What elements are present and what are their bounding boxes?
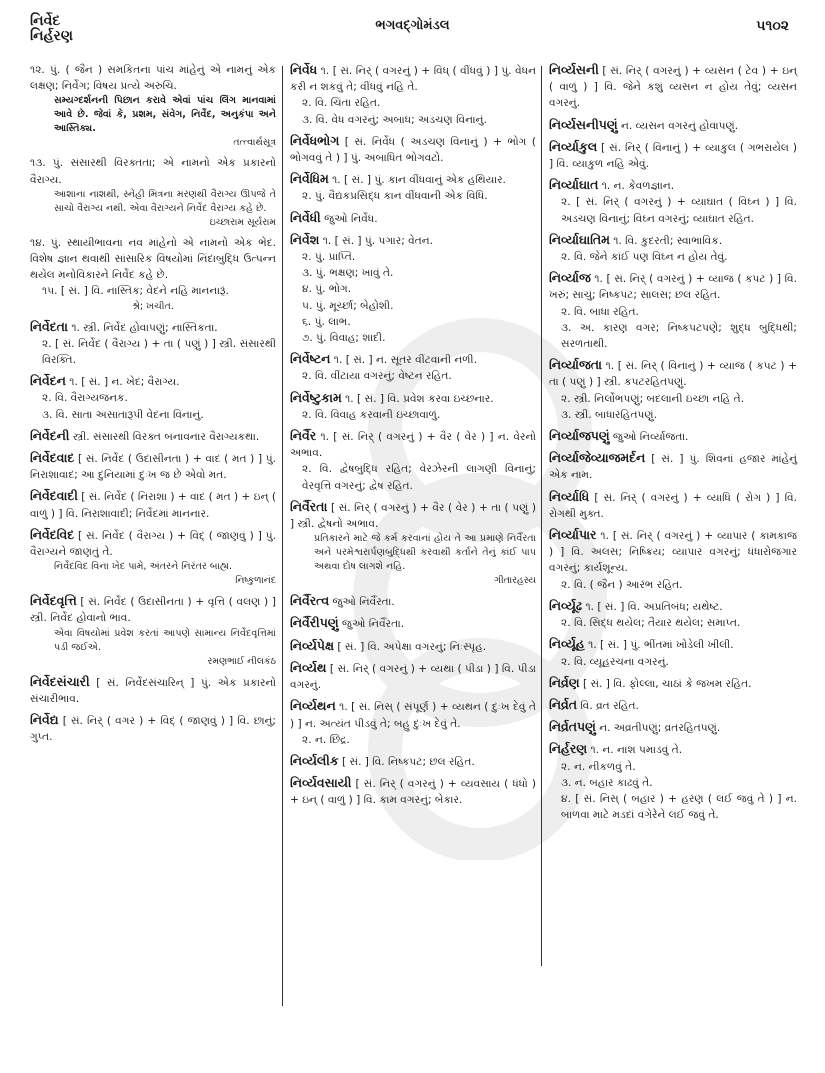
- entry-first-line: [290, 390, 536, 407]
- sense-text: ૧. [ સં. નિર્ ( વગરનું ) + વૈર ( વેર ) ] ન. વેરનો અભાવ.: [290, 431, 536, 460]
- entry-first-line: [549, 719, 797, 736]
- dictionary-entry: [549, 527, 797, 593]
- dictionary-entry: [290, 499, 536, 588]
- headword: નિર્વેદવાદ: [30, 450, 75, 466]
- headword: નિર્વેદવૃત્તિ: [30, 593, 77, 609]
- sense-text: ૨. વિ. બાધા રહિત.: [561, 305, 639, 318]
- entry-sense: [290, 249, 536, 265]
- entry-sense: [290, 188, 536, 204]
- headword: નિર્વૈરત્વ: [290, 593, 330, 609]
- sense-text: [ સં. નિર્વેદ ( ઉદાસીનતા ) + વૃત્તિ ( વલણ ) ] સ્ત્રી. નિર્વેદ હોવાનો ભાવ.: [30, 596, 276, 625]
- entry-sense: [30, 336, 276, 368]
- entry-sense: [30, 390, 276, 406]
- dictionary-entry: [30, 62, 276, 150]
- sense-text: [ સં. નિર્વેધ ( અડચણ વિનાનું ) + ભોગ ( ભોગવવું તે ) ] પું. અબાધિત ભોગવટો.: [290, 135, 537, 165]
- entry-sense: [549, 654, 797, 670]
- dictionary-entry: [30, 488, 276, 521]
- entry-first-line: [290, 499, 536, 532]
- entry-sense: [549, 407, 797, 423]
- sense-text: જુઓ નિર્વૈરતા.: [341, 618, 405, 631]
- sense-text: ૩. વિ. વેધ વગરનું; અબાધ; અડચણ વિનાનું.: [302, 113, 487, 126]
- sense-text: [ સં. નિર્ ( વગરનું ) + વ્યથા ( પીડા ) ] વિ. પીડા વગરનું.: [290, 662, 536, 692]
- headword: નિર્વેધી: [290, 209, 321, 225]
- entry-first-line: [30, 319, 276, 336]
- sense-text: [ સં. નિર્વેદસંચારિન્ ] પું. એક પ્રકારનો સંચારીભાવ.: [30, 676, 276, 705]
- headword: નિર્વેદવિદ: [30, 526, 75, 542]
- entry-first-line: [549, 489, 797, 522]
- column-divider-2: [541, 66, 542, 966]
- entry-first-line: [549, 527, 797, 577]
- quotation: પ્રતિકારને માટે જે કર્મ કરવાનાં હોય તે આ પ્રમાણે નિર્વૈરતા અને પરમેશ્વરાર્પણબુદ્ધિથી કરવાથી કર્તાને તેનું કાંઈ પાપ અથવા દોષ લાગશે નહિ.: [314, 533, 536, 573]
- headword: નિર્વ્યસની: [549, 62, 599, 77]
- sense-text: [ સં. ] વિ. નિષ્કપટ; છલ રહિત.: [341, 755, 475, 768]
- sense-text: ૧૨. પું. ( જૈન ) સમકિતના પાંચ માંહેનું એ નામનું એક લક્ષણ; નિર્વેગ; વિષય પ્રત્યે અરુચિ.: [30, 64, 276, 93]
- entry-sense: [549, 391, 797, 407]
- entry-first-line: [549, 450, 797, 483]
- headword: નિર્વેધ: [290, 62, 318, 77]
- quotation: નિર્વેદવિદ વિના ખેદ પામે, અંતરને નિરંતર બાહ્ય.: [54, 561, 233, 573]
- quotation: શ્રે; ખચીત.: [132, 300, 174, 312]
- dictionary-entry: [30, 712, 276, 745]
- quotation-source: તત્ત્વાર્થસૂત્ર: [233, 137, 276, 149]
- dictionary-entry: [30, 527, 276, 588]
- quotation: આશાના નાશથી, સ્નેહી મિત્રના મરણથી વૈરાગ્ય ઊપજે તે સાચો વૈરાગ્ય નથી. એવા વૈરાગ્યને નિર્વેદ વૈરાગ્ય કહે છે.: [54, 188, 276, 214]
- dictionary-entry: [549, 357, 797, 423]
- headword: નિર્વ્યૂહ: [549, 636, 585, 652]
- sense-text: ૧. [ સં. નિર્ ( વગરનું ) + વિધ્ ( વીંધવું ) ] પું. વેધન કરી ન શકવું તે; વીંધવું નહિ તે.: [290, 65, 536, 94]
- quotation-source: રમણભાઈ નીલકંઠ: [207, 655, 276, 667]
- dictionary-entry: [290, 62, 536, 128]
- headword: નિર્વ્યથન: [290, 698, 336, 714]
- headword: નિર્વ્યસનીપણું: [549, 116, 618, 132]
- dictionary-entry: [290, 390, 536, 423]
- sense-text: ૨. [ સં. નિર્ ( વગરનું ) + વ્યાઘાત ( વિઘ્ન ) ] વિ. અડચણ વિનાનું; વિઘ્ન વગરનું; વ્યાઘાત રહિત.: [561, 196, 797, 225]
- dictionary-entry: [549, 675, 797, 692]
- sense-text: ૨. વિ. વિવાહ કરવાની ઇચ્છાવાળું.: [302, 408, 441, 421]
- headword: નિર્વેધભોગ: [290, 132, 340, 148]
- entry-first-line: [290, 133, 536, 166]
- entry-sense: [290, 407, 536, 423]
- entry-first-line: [30, 712, 276, 745]
- dictionary-entry: [290, 210, 536, 227]
- dictionary-entry: [549, 232, 797, 265]
- entry-sense: [290, 281, 536, 297]
- entry-first-line: [290, 698, 536, 731]
- dictionary-entry: [549, 428, 797, 445]
- sense-text: ૧. ન. નાશ પમાડવું તે.: [590, 744, 683, 757]
- dictionary-entry: [290, 171, 536, 204]
- dictionary-entry: [30, 450, 276, 483]
- dictionary-entry: [290, 593, 536, 610]
- entry-sense: [549, 759, 797, 775]
- entry-first-line: [290, 660, 536, 693]
- dictionary-entry: [549, 62, 797, 112]
- dictionary-entry: [549, 139, 797, 172]
- sense-text: ૧. વિ. કુદરતી; સ્વાભાવિક.: [613, 234, 723, 247]
- sense-text: જુઓ નિર્વ્યાજતા.: [612, 431, 689, 444]
- dictionary-entry: [549, 719, 797, 736]
- entry-sense: [549, 320, 797, 352]
- dictionary-entry: [549, 697, 797, 714]
- entry-first-line: [290, 232, 536, 249]
- headword: નિર્વ્યપેક્ષ: [290, 637, 334, 653]
- entry-first-line: [290, 210, 536, 227]
- sense-text: [ સં. નિર્વેદ ( વૈરાગ્ય ) + વિદ્ ( જાણવું ) ] પું. વૈરાગ્યને જાણતું તે.: [30, 529, 276, 559]
- dictionary-entry: [290, 232, 536, 346]
- sense-text: ૨. વિ. ( જૈન ) આરંભ રહિત.: [561, 578, 683, 591]
- dictionary-entry: [290, 638, 536, 655]
- headword: નિર્વ્રણ: [549, 674, 580, 690]
- entry-first-line: [549, 270, 797, 303]
- headword: નિર્વેધિમ: [290, 171, 329, 187]
- sense-text: ૧. [ સં. ] પું. કાન વીંધવાનું એક હથિયાર.: [332, 174, 506, 187]
- headword: નિર્વ્યાઘાતિમ: [549, 231, 610, 247]
- sense-text: [ સં. નિર્ ( વગરનું ) + વ્યસન ( ટેવ ) + ઇન્ ( વાળું ) ] વિ. જેને કશું વ્યસન ન હોય તેવું; વ્યસન વગરનું.: [549, 65, 797, 110]
- entry-first-line: [549, 675, 797, 692]
- headword: નિર્વેદતા: [30, 318, 68, 334]
- column-1: [30, 62, 276, 750]
- dictionary-entry: [290, 428, 536, 494]
- sense-text: [ સં. ] વિ. અપેક્ષા વગરનું; નિઃસ્પૃહ.: [337, 640, 487, 653]
- sense-text: ૩. સ્ત્રી. બાધારહિતપણું.: [561, 408, 657, 421]
- entry-first-line: [549, 117, 797, 134]
- sense-text: ૧. [ સં. ] ન. સૂતર વીંટવાની નળી.: [333, 354, 477, 367]
- dictionary-entry: [549, 270, 797, 352]
- sense-text: ૨. વિ. વ્યૂહરચના વગરનું.: [561, 655, 669, 668]
- dictionary-entry: [30, 235, 276, 314]
- entry-first-line: [549, 232, 797, 249]
- sense-text: ૧. [ સં. નિર્ ( વિનાનું ) + વ્યાજ ( કપટ ) + તા ( પણું ) ] સ્ત્રી. કપટરહિતપણું.: [549, 360, 797, 389]
- headword: નિર્હરણ: [549, 741, 588, 757]
- headword: નિર્વ્યાજપણું: [549, 428, 610, 444]
- dictionary-entry: [549, 489, 797, 522]
- dictionary-entry: [30, 593, 276, 668]
- entry-first-line: [30, 235, 276, 284]
- sense-text: ૨. વિ. દ્વેષબુદ્ધિ રહિત; વેરઝેરની લાગણી વિનાનું; વેરવૃત્તિ વગરનું; દ્વેષ રહિત.: [302, 463, 536, 492]
- headword: નિર્વ્રત: [549, 696, 577, 712]
- entry-sense: [290, 732, 536, 748]
- headword: નિર્વ્યૂઢ: [549, 597, 583, 613]
- sense-text: ૨. ન. છિદ્ર.: [302, 733, 350, 746]
- sense-text: ૨. વિ. સિદ્ધ થયેલ; તૈયાર થયેલ; સમાપ્ત.: [561, 617, 741, 630]
- entry-first-line: [30, 488, 276, 521]
- entry-first-line: [549, 697, 797, 714]
- headword: નિર્વ્યાધિ: [549, 488, 590, 504]
- entry-first-line: [549, 177, 797, 194]
- entry-sense: [290, 314, 536, 330]
- entry-sense: [549, 194, 797, 226]
- headword: નિર્વેષ્ટુકામ: [290, 389, 342, 405]
- entry-first-line: [549, 357, 797, 390]
- dictionary-entry: [290, 133, 536, 166]
- dictionary-entry: [549, 636, 797, 669]
- sense-text: ૧. [ સં. ] ન. ખેદ; વૈરાગ્ય.: [69, 376, 180, 389]
- entry-sense: [30, 407, 276, 423]
- entry-first-line: [290, 593, 536, 610]
- sense-text: ૧. ન. કેવળજ્ઞાન.: [601, 180, 675, 193]
- headword: નિર્વેદવાદી: [30, 488, 78, 504]
- sense-text: ૨. [ સં. નિર્વેદ ( વૈરાગ્ય ) + તા ( પણું ) ] સ્ત્રી. સંસારથી વિરક્તિ.: [42, 337, 276, 367]
- entry-sense: [549, 304, 797, 320]
- sense-text: [ સં. નિર્વેદ ( નિરાશા ) + વાદ ( મત ) + ઇન્ ( વાળું ) ] વિ. નિરાશાવાદી; નિર્વેદમાં માનનાર.: [30, 491, 277, 520]
- dictionary-entry: [549, 741, 797, 823]
- entry-first-line: [549, 636, 797, 653]
- dictionary-entry: [290, 775, 536, 808]
- sense-text: [ સં. નિર્ ( વિનાનું ) + વ્યાકુલ ( ગભરાયેલ ) ] વિ. વ્યાકુળ નહિ એવું.: [549, 141, 797, 171]
- guide-word-last: નિર્હરણ: [30, 28, 73, 44]
- page-number: ૫૧૦૨: [756, 18, 789, 34]
- entry-sense: [549, 577, 797, 593]
- headword: નિર્વૈરતા: [290, 498, 328, 514]
- dictionary-entry: [30, 155, 276, 229]
- dictionary-entry: [290, 615, 536, 632]
- entry-sense: [549, 775, 797, 791]
- column-divider-1: [282, 66, 283, 1006]
- entry-first-line: [290, 62, 536, 95]
- entry-first-line: [549, 741, 797, 758]
- sense-text: ૧. [ સં. નિર્ ( વગરનું ) + વ્યાજ ( કપટ ) ] વિ. ખરું; સાચું; નિષ્કપટ; સાલસ; છલ રહિત.: [549, 273, 797, 302]
- entry-first-line: [290, 775, 536, 808]
- headword: નિર્વેષ્ટન: [290, 351, 331, 367]
- entry-sense: [290, 368, 536, 384]
- headword: નિર્વ્યથ: [290, 659, 327, 675]
- sense-text: ૨. પું. વૈદ્યકપ્રસિદ્ધ કાન વીંધવાની એક વિધિ.: [302, 190, 488, 203]
- dictionary-entry: [549, 117, 797, 134]
- entry-first-line: [549, 598, 797, 615]
- sense-text: ૧. [ સં. નિસ્ ( સંપૂર્ણ ) + વ્યથન ( દુઃખ દેવું તે ) ] ન. અત્યંત પીડવું તે; બહુ દુઃખ દેવું તે.: [290, 701, 536, 730]
- sense-text: ૧. [ સં. નિર્ ( વગરનું ) + વ્યાપાર ( કામકાજ ) ] વિ. અલસ; નિષ્ક્રિય; વ્યાપાર વગરનું; ધંધારોજગાર વગરનું; કાર્યશૂન્ય.: [549, 530, 797, 575]
- entry-first-line: [290, 171, 536, 188]
- headword: નિર્વેદ્ય: [30, 712, 59, 728]
- headword: નિર્વૈર: [290, 428, 317, 444]
- entry-first-line: [30, 674, 276, 707]
- sense-text: [ સં. નિર્ ( વગર ) + વિદ્ ( જાણવું ) ] વિ. છાનું; ગુપ્ત.: [30, 715, 276, 744]
- entry-sense: [290, 461, 536, 493]
- entry-first-line: [290, 351, 536, 368]
- headword: નિર્વ્યવસાયી: [290, 775, 352, 791]
- entry-first-line: [549, 139, 797, 172]
- entry-first-line: [290, 615, 536, 632]
- sense-text: ૧. [ સં. ] પું. ભીંતમાં ખોડેલી ખીલી.: [588, 639, 734, 652]
- quotation-source: નિષ્કુળાનંદ: [235, 575, 276, 587]
- sense-text: ન. અવ્રતીપણું; વ્રતરહિતપણું.: [599, 722, 721, 735]
- dictionary-entry: [290, 753, 536, 770]
- headword: નિર્વેદન: [30, 373, 66, 389]
- sense-text: જુઓ નિર્વેધ.: [324, 212, 378, 225]
- headword: નિર્વ્રતપણું: [549, 719, 596, 735]
- quotation: એવા વિષયોમાં પ્રવેશ કરતાં આપણે સામાન્ય નિર્વેદવૃત્તિમાં પડી જઈએ.: [54, 627, 276, 653]
- dictionary-entry: [549, 598, 797, 631]
- sense-text: ૨. વિ. વૈરાગ્યજનક.: [42, 392, 128, 405]
- dictionary-entry: [30, 319, 276, 369]
- entry-sense: [290, 265, 536, 281]
- sense-text: ૧૪. પું. સ્થાયીભાવના નવ માંહેનો એ નામનો એક ભેદ. વિશેષ જ્ઞાન થવાથી સાંસારિક વિષયોમાં નિંદાબુદ્ધિ ઉત્પન્ન થયેલ મનોવિકારને નિર્વેદ કહે છે.: [30, 236, 276, 282]
- sense-text: ૧૫. [ સં. ] વિ. નાસ્તિક; વેદને નહિ માનનારૂં.: [42, 285, 229, 298]
- headword: નિર્વેશ: [290, 231, 320, 247]
- entry-sense: [290, 95, 536, 111]
- headword: નિર્વ્યાજતા: [549, 357, 602, 373]
- sense-text: ૭. પું. વિવાહ; શાદી.: [302, 332, 386, 345]
- sense-text: [ સં. ] વિ. ફોલ્લા, ચાઠાં કે જખમ રહિત.: [582, 677, 752, 690]
- sense-text: ૧. [ સં. ] પું. પગાર; વેતન.: [322, 234, 434, 247]
- sense-text: ૧. [ સં. ] વિ. પ્રવેશ કરવા ઇચ્છનાર.: [345, 392, 494, 405]
- headword: નિર્વ્યાઘાત: [549, 177, 599, 193]
- headword: નિર્વ્યલીક: [290, 752, 339, 768]
- entry-first-line: [549, 428, 797, 445]
- sense-text: જુઓ નિર્વૈરતા.: [332, 596, 395, 609]
- headword: નિર્વૈરીપણું: [290, 615, 339, 631]
- sense-text: [ સં. નિર્ ( વગરનું ) + વ્યવસાય ( ધંધો ) + ઇન્ ( વાળું ) ] વિ. કામ વગરનું; બેકાર.: [290, 778, 537, 807]
- entry-sense: [290, 330, 536, 346]
- sense-text: ૧૩. પું. સંસારથી વિરક્તતા; એ નામનો એક પ્રકારનો વૈરાગ્ય.: [30, 157, 276, 186]
- sense-text: ૪. પું. ભોગ.: [302, 283, 352, 296]
- sense-text: ૨. વિ. વીંટાયા વગરનું; વેષ્ટન રહિત.: [302, 370, 452, 383]
- entry-first-line: [30, 62, 276, 94]
- entry-first-line: [30, 527, 276, 560]
- entry-first-line: [30, 450, 276, 483]
- sense-text: ૬. પું. લાભ.: [302, 315, 351, 328]
- dictionary-entry: [549, 177, 797, 227]
- guide-word-first: નિર્વેદ: [30, 13, 61, 29]
- sense-text: ૩. પું. ભક્ષણ; ખાવું તે.: [302, 267, 394, 280]
- headword: નિર્વ્યાજ: [549, 270, 591, 286]
- entry-sense: [549, 791, 797, 823]
- sense-text: ૨. ન. નીકળવું તે.: [561, 760, 636, 773]
- column-3: [549, 62, 797, 828]
- sense-text: વિ. વ્રત રહિત.: [580, 699, 639, 712]
- sense-text: ૫. પું. મૂર્ચ્છા; બેહોશી.: [302, 299, 394, 312]
- sense-text: ૨. પું. પ્રાપ્તિ.: [302, 251, 356, 264]
- sense-text: [ સં. નિર્ ( વગરનું ) + વૈર ( વેર ) + તા ( પણું ) ] સ્ત્રી. દ્વેષનો અભાવ.: [290, 501, 536, 531]
- headword: નિર્વેદસંચારી: [30, 673, 90, 689]
- quotation-source: ઇચ્છારામ સૂર્યરામ: [209, 216, 276, 228]
- sense-text: ૪. [ સં. નિસ્ ( બહાર ) + હરણ ( લઈ જવું તે ) ] ન. બાળવા માટે મડદાં વગેરેને લઈ જવું તે.: [561, 792, 797, 822]
- entry-first-line: [30, 428, 276, 445]
- headword: નિર્વ્યાકુલ: [549, 138, 598, 154]
- sense-text: સ્ત્રી. સંસારથી વિરક્ત બનાવનાર વૈરાગ્યકથા.: [72, 430, 260, 443]
- dictionary-entry: [30, 674, 276, 707]
- sense-text: ૨. વિ. ચિંતા રહિત.: [302, 97, 381, 110]
- entry-first-line: [290, 638, 536, 655]
- dictionary-entry: [30, 373, 276, 423]
- sense-text: ૩. ન. બહાર કાઢવું તે.: [561, 776, 653, 789]
- sense-text: ૨. સ્ત્રી. નિર્લોભપણું; બદલાની ઇચ્છા નહિ તે.: [561, 392, 745, 405]
- sense-text: ૧. સ્ત્રી. નિર્વેદ હોવાપણું; નાસ્તિકતા.: [71, 321, 218, 334]
- sense-text: [ સં. નિર્ ( વગરનું ) + વ્યાધિ ( રોગ ) ] વિ. રોગથી મુક્ત.: [549, 491, 797, 520]
- headword: નિર્વ્યાજેવ્યાજમર્દન: [549, 450, 646, 466]
- sense-text: ૧. [ સં. ] વિ. અપ્રતિબંધ; યથેષ્ટ.: [585, 600, 723, 613]
- entry-sense: [290, 298, 536, 314]
- entry-sense: [549, 615, 797, 631]
- column-2: [290, 62, 536, 814]
- sense-text: ૩. અ. કારણ વગર; નિષ્કપટપણે; શુદ્ધ બુદ્ધિથી; સરળતાથી.: [561, 321, 797, 351]
- entry-sense: [30, 283, 276, 299]
- sense-text: ૩. વિ. સાતા અસાતારૂપી વેદના વિનાનું.: [42, 408, 204, 421]
- dictionary-entry: [290, 698, 536, 748]
- entry-first-line: [549, 62, 797, 112]
- sense-text: ન. વ્યસન વગરનું હોવાપણું.: [620, 119, 739, 132]
- entry-sense: [290, 112, 536, 128]
- quotation-source: ગીતારહસ્ય: [494, 575, 536, 587]
- entry-first-line: [290, 428, 536, 461]
- sense-text: [ સં. ] પું. શિવનાં હજાર માંહેનું એક નામ.: [549, 453, 797, 482]
- headword: નિર્વેદની: [30, 427, 70, 443]
- page-header: [0, 0, 825, 62]
- headword: નિર્વ્યાપાર: [549, 527, 597, 543]
- sense-text: ૨. વિ. જેને કાંઈ પણ વિઘ્ન ન હોય તેવું.: [561, 251, 728, 264]
- dictionary-entry: [290, 351, 536, 384]
- quotation: સમ્યગ્દર્શનની પિછાન કરાવે એવાં પાંચ લિંગ માનવામાં આવે છે. જેવાં કે, પ્રશમ, સંવેગ, નિર્વેદ, અનુકંપા અને આસ્તિક્ય.: [54, 95, 276, 135]
- dictionary-entry: [549, 450, 797, 483]
- sense-text: [ સં. નિર્વેદ ( ઉદાસીનતા ) + વાદ ( મત ) ] પું. નિરાશાવાદ; આ દુનિયામાં દુઃખ જ છે એવો મત.: [30, 453, 276, 482]
- entry-first-line: [30, 593, 276, 626]
- dictionary-entry: [290, 660, 536, 693]
- entry-sense: [549, 249, 797, 265]
- entry-first-line: [290, 753, 536, 770]
- entry-first-line: [30, 155, 276, 187]
- entry-first-line: [30, 373, 276, 390]
- dictionary-entry: [30, 428, 276, 445]
- running-title: ભગવદ્ગોમંડલ: [375, 18, 450, 33]
